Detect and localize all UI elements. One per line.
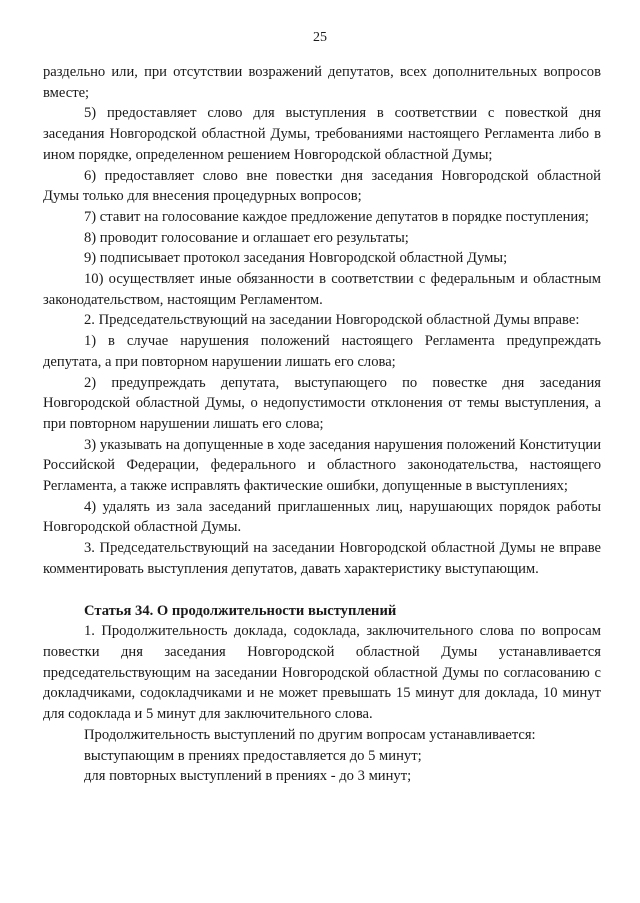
paragraph: 2) предупреждать депутата, выступающего по повестке дня заседания Новгородской областной Думы, о недопустимости отклонения от темы выступления, а при повторном нарушении лишать его слова; xyxy=(43,374,601,432)
paragraph: 7) ставит на голосование каждое предложение депутатов в порядке поступления; xyxy=(84,208,589,225)
article-paragraph: выступающим в прениях предоставляется до 5 минут; xyxy=(84,747,422,764)
paragraph: 10) осуществляет иные обязанности в соответствии с федеральным и областным законодательством, настоящим Регламентом. xyxy=(43,271,601,308)
paragraph: 4) удалять из зала заседаний приглашенных лиц, нарушающих порядок работы Новгородской областной Думы. xyxy=(43,498,601,536)
paragraph: раздельно или, при отсутствии возражений депутатов, всех дополнительных вопросов вместе; xyxy=(43,64,601,101)
article-heading: Статья 34. О продолжительности выступлений xyxy=(84,602,397,619)
paragraph: 1) в случае нарушения положений настоящего Регламента предупреждать депутата, а при повторном нарушении лишать его слова; xyxy=(43,333,601,370)
paragraph: 8) проводит голосование и оглашает его результаты; xyxy=(84,229,409,246)
article-paragraph: 1. Продолжительность доклада, содоклада, заключительного слова по вопросам повестки дня заседания Новгородской областной Думы устанавливается председательствующим на заседании Новгородской областной Думы по согласованию с докладчиками, содокладчиками и не может превышать 15 минут для доклада, 10 минут для содоклада и 5 минут для заключительного слова. xyxy=(43,623,601,723)
document-body xyxy=(43,62,601,787)
article-paragraph: Продолжительность выступлений по другим вопросам устанавливается: xyxy=(84,726,536,743)
paragraph: 2. Председательствующий на заседании Новгородской областной Думы вправе: xyxy=(84,312,580,329)
paragraph: 3) указывать на допущенные в ходе заседания нарушения положений Конституции Российской Федерации, федерального и областного законодательства, настоящего Регламента, а также исправлять фактические ошибки, допущенные в выступлениях; xyxy=(43,436,601,495)
paragraph: 3. Председательствующий на заседании Новгородской областной Думы не вправе комментировать выступления депутатов, давать характеристику выступающим. xyxy=(43,540,601,577)
paragraph: 9) подписывает протокол заседания Новгородской областной Думы; xyxy=(84,250,508,267)
paragraph: 6) предоставляет слово вне повестки дня заседания Новгородской областной Думы только для внесения процедурных вопросов; xyxy=(43,167,601,205)
paragraph: 5) предоставляет слово для выступления в соответствии с повесткой дня заседания Новгородской областной Думы, требованиями настоящего Регламента либо в ином порядке, определенном решением Новгородской областной Думы; xyxy=(43,105,601,163)
article-paragraph: для повторных выступлений в прениях - до 3 минут; xyxy=(84,768,412,785)
page-number: 25 xyxy=(313,30,327,45)
